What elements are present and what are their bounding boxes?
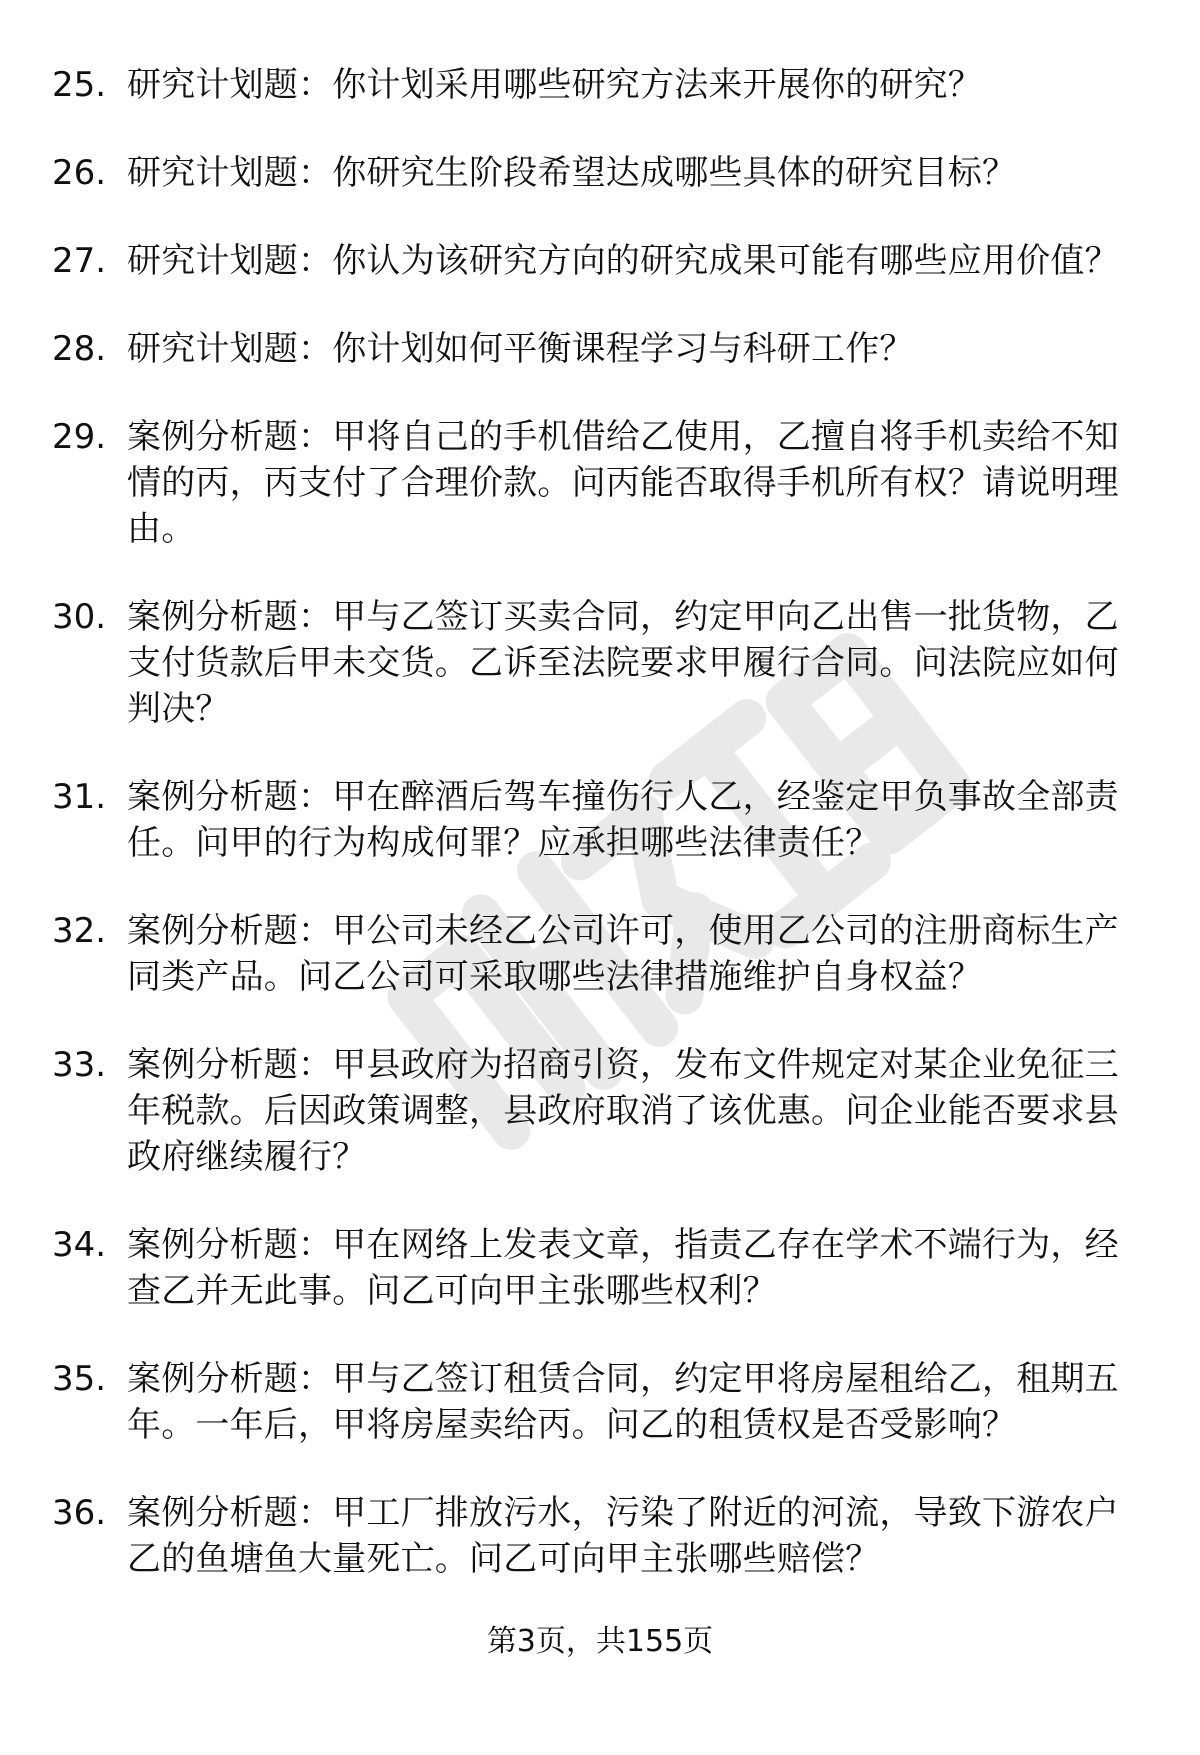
page-footer [0, 1622, 1200, 1662]
list-item [52, 150, 1152, 196]
question-text: 研究计划题：你计划如何平衡课程学习与科研工作？ [127, 329, 914, 369]
question-text: 案例分析题：甲与乙签订买卖合同，约定甲向乙出售一批货物，乙支付货款后甲未交货。乙诉至法院要求甲履行合同。问法院应如何判决？ [127, 597, 1119, 729]
question-number: 32. [52, 911, 107, 951]
list-item [52, 1490, 1152, 1582]
question-text: 案例分析题：甲工厂排放污水，污染了附近的河流，导致下游农户乙的鱼塘鱼大量死亡。问乙可向甲主张哪些赔偿？ [127, 1493, 1119, 1579]
question-text: 案例分析题：甲在网络上发表文章，指责乙存在学术不端行为，经查乙并无此事。问乙可向甲主张哪些权利？ [127, 1225, 1119, 1311]
question-number: 28. [52, 329, 107, 369]
question-number: 36. [52, 1493, 107, 1533]
question-number: 31. [52, 777, 107, 817]
list-item [52, 326, 1152, 372]
list-item [52, 62, 1152, 108]
question-number: 30. [52, 597, 107, 637]
list-item [52, 238, 1152, 284]
question-text: 案例分析题：甲公司未经乙公司许可，使用乙公司的注册商标生产同类产品。问乙公司可采取哪些法律措施维护自身权益？ [127, 911, 1119, 997]
question-number: 33. [52, 1045, 107, 1085]
question-text: 案例分析题：甲在醉酒后驾车撞伤行人乙，经鉴定甲负事故全部责任。问甲的行为构成何罪？应承担哪些法律责任？ [127, 777, 1119, 863]
list-item [52, 774, 1152, 866]
question-text: 研究计划题：你认为该研究方向的研究成果可能有哪些应用价值？ [127, 241, 1119, 281]
page-number-label: 第3页，共155页 [486, 1624, 714, 1659]
question-number: 27. [52, 241, 107, 281]
question-text: 案例分析题：甲与乙签订租赁合同，约定甲将房屋租给乙，租期五年。一年后，甲将房屋卖给丙。问乙的租赁权是否受影响？ [127, 1359, 1119, 1445]
question-number: 26. [52, 153, 107, 193]
question-list [52, 62, 1152, 1624]
question-text: 案例分析题：甲将自己的手机借给乙使用，乙擅自将手机卖给不知情的丙，丙支付了合理价款。问丙能否取得手机所有权？请说明理由。 [127, 417, 1119, 549]
question-number: 29. [52, 417, 107, 457]
list-item [52, 594, 1152, 732]
question-text: 研究计划题：你研究生阶段希望达成哪些具体的研究目标？ [127, 153, 1017, 193]
question-number: 35. [52, 1359, 107, 1399]
question-number: 25. [52, 65, 107, 105]
list-item [52, 1222, 1152, 1314]
list-item [52, 414, 1152, 552]
list-item [52, 1356, 1152, 1448]
question-text: 研究计划题：你计划采用哪些研究方法来开展你的研究？ [127, 65, 982, 105]
list-item [52, 1042, 1152, 1180]
question-text: 案例分析题：甲县政府为招商引资，发布文件规定对某企业免征三年税款。后因政策调整，县政府取消了该优惠。问企业能否要求县政府继续履行？ [127, 1045, 1119, 1177]
question-number: 34. [52, 1225, 107, 1265]
list-item [52, 908, 1152, 1000]
